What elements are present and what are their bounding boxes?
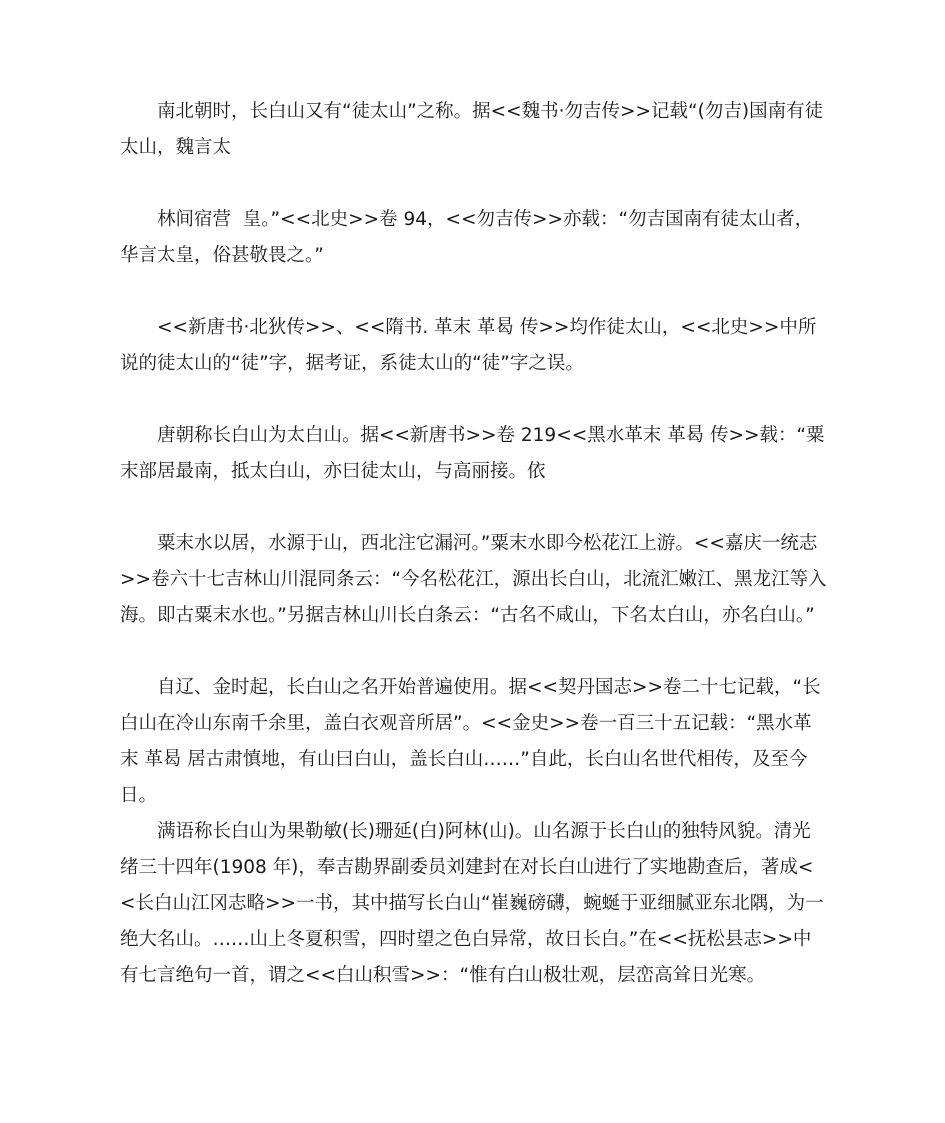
paragraph-7: 满语称长白山为果勒敏(长)珊延(白)阿林(山)。山名源于长白山的独特风貌。清光绪三十四年(1908 年)，奉吉勘界副委员刘建封在对长白山进行了实地勘查后，著成<<长白山江冈志略>>一书，其中描写长白山“崔巍磅礴，蜿蜒于亚细腻亚东北隅，为一绝大名山。……山上冬夏积雪，四时望之色白异常，故日长白。”在<<抚松县志>>中有七言绝句一首，谓之<<白山积雪>>：“惟有白山极壮观，层峦高耸日光寒。	[120, 821, 824, 986]
paragraph-5: 粟末水以居，水源于山，西北注它漏河。”粟末水即今松花江上游。<<嘉庆一统志>>卷六十七吉林山川混同条云：“今名松花江，源出长白山，北流汇嫩江、黑龙江等入海。即古粟末水也。”另据吉林山川长白条云：“古名不咸山，下名太白山，亦名白山。”	[120, 533, 827, 626]
paragraph-3: <<新唐书·北狄传>>、<<隋书. 革末 革曷 传>>均作徒太山，<<北史>>中所说的徒太山的“徒”字，据考证，系徒太山的“徒”字之误。	[120, 317, 817, 374]
paragraph-4: 唐朝称长白山为太白山。据<<新唐书>>卷 219<<黑水革末 革曷 传>>载：“粟末部居最南，抵太白山，亦曰徒太山，与高丽接。依	[120, 425, 825, 482]
paragraph-1: 南北朝时，长白山又有“徒太山”之称。据<<魏书·勿吉传>>记载“(勿吉)国南有徒太山，魏言太	[120, 101, 824, 158]
paragraph-6: 自辽、金时起，长白山之名开始普遍使用。据<<契丹国志>>卷二十七记载，“长白山在冷山东南千余里，盖白衣观音所居”。<<金史>>卷一百三十五记载：“黑水革末 革曷 居古肃慎地，有山曰白山，盖长白山……”自此，长白山名世代相传，及至今日。	[120, 677, 821, 806]
paragraph-2: 林间宿营 皇。”<<北史>>卷 94，<<勿吉传>>亦载：“勿吉国南有徒太山者，华言太皇，俗甚敬畏之。”	[120, 209, 814, 266]
